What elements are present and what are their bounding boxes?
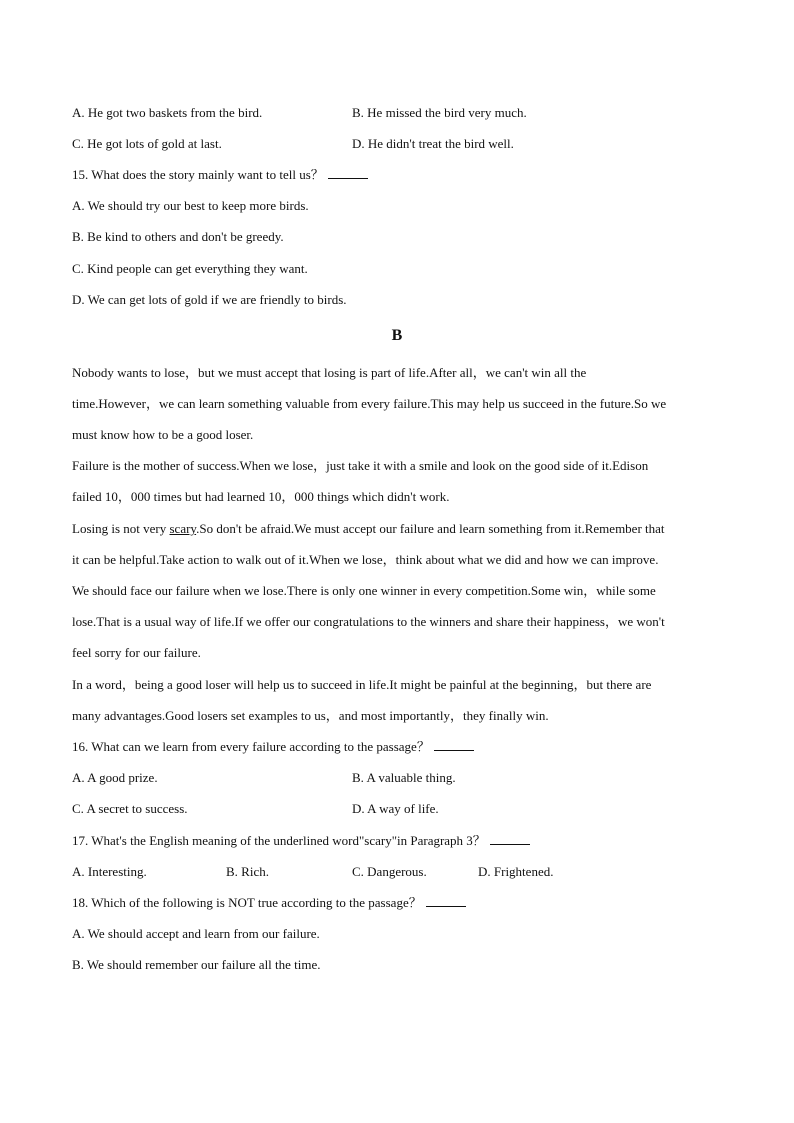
answer-blank: [490, 833, 530, 845]
passage-p1-line3: must know how to be a good loser.: [72, 427, 254, 442]
q17-question: [72, 833, 530, 849]
answer-blank: [426, 895, 466, 907]
section-heading: B: [391, 327, 403, 344]
q17-option-a: A. Interesting.: [72, 864, 147, 879]
q17-option-b: B. Rich.: [226, 864, 269, 879]
q16-option-c: C. A secret to success.: [72, 801, 188, 816]
passage-p2-line2: failed 10，000 times but had learned 10，000 things which didn't work.: [72, 489, 450, 504]
q17-question-text: 17. What's the English meaning of the underlined word"scary"in Paragraph 3？: [72, 833, 486, 848]
passage-p5-line1: In a word，being a good loser will help us to succeed in life.It might be painful at the beginning，but there are: [72, 677, 652, 692]
q16-option-b: B. A valuable thing.: [352, 770, 456, 785]
passage-p4-line2: lose.That is a usual way of life.If we offer our congratulations to the winners and share their happiness，we won't: [72, 614, 665, 629]
q15-option-a: A. We should try our best to keep more birds.: [72, 198, 309, 213]
q16-option-d: D. A way of life.: [352, 801, 439, 816]
q14-option-c: C. He got lots of gold at last.: [72, 136, 222, 151]
q15-option-d: D. We can get lots of gold if we are friendly to birds.: [72, 292, 347, 307]
passage-p5-line2: many advantages.Good losers set examples to us，and most importantly，they finally win.: [72, 708, 549, 723]
underlined-word: scary: [169, 521, 197, 536]
q14-option-d: D. He didn't treat the bird well.: [352, 136, 514, 151]
q15-option-b: B. Be kind to others and don't be greedy.: [72, 229, 284, 244]
q14-option-a: A. He got two baskets from the bird.: [72, 105, 263, 120]
answer-blank: [328, 167, 368, 179]
q15-question: [72, 167, 368, 183]
q18-option-a: A. We should accept and learn from our failure.: [72, 926, 320, 941]
q15-option-c: C. Kind people can get everything they want.: [72, 261, 308, 276]
p3-text-post: .So don't be afraid.We must accept our failure and learn something from it.Remember that: [196, 521, 665, 536]
passage-p1-line1: Nobody wants to lose，but we must accept that losing is part of life.After all，we can't win all the: [72, 365, 587, 380]
passage-p2-line1: Failure is the mother of success.When we lose，just take it with a smile and look on the good side of it.Edison: [72, 458, 649, 473]
q14-option-b: B. He missed the bird very much.: [352, 105, 527, 120]
q16-question-text: 16. What can we learn from every failure according to the passage？: [72, 739, 430, 754]
q15-question-text: 15. What does the story mainly want to tell us？: [72, 167, 324, 182]
passage-p4-line1: We should face our failure when we lose.There is only one winner in every competition.Some win，while some: [72, 583, 656, 598]
q17-option-d: D. Frightened.: [478, 864, 554, 879]
passage-p4-line3: feel sorry for our failure.: [72, 645, 201, 660]
answer-blank: [434, 739, 474, 751]
q18-question-text: 18. Which of the following is NOT true according to the passage？: [72, 895, 422, 910]
p3-text-pre: Losing is not very: [72, 521, 170, 536]
q17-option-c: C. Dangerous.: [352, 864, 427, 879]
q16-option-a: A. A good prize.: [72, 770, 158, 785]
q16-question: [72, 739, 474, 755]
passage-p3-line1: [72, 521, 665, 537]
passage-p1-line2: time.However，we can learn something valuable from every failure.This may help us succeed in the future.So we: [72, 396, 667, 411]
q18-question: [72, 895, 466, 911]
q18-option-b: B. We should remember our failure all the time.: [72, 957, 321, 972]
passage-p3-line2: it can be helpful.Take action to walk out of it.When we lose，think about what we did and how we can improve.: [72, 552, 659, 567]
